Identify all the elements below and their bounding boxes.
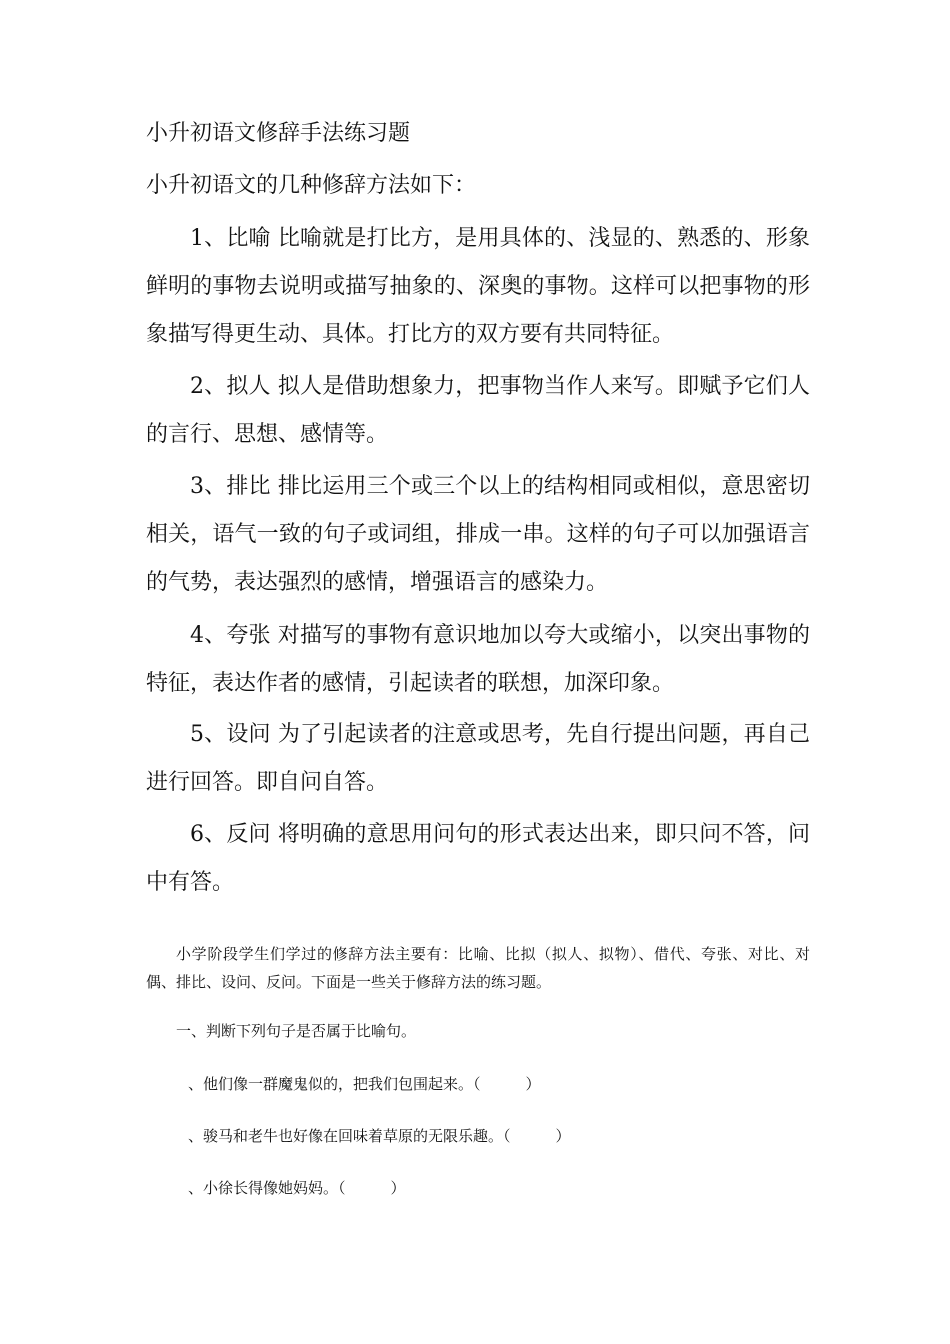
section-heading: 一、判断下列句子是否属于比喻句。 <box>176 1022 417 1040</box>
item-parallelism: 3、排比 排比运用三个或三个以上的结构相同或相似，意思密切相关，语气一致的句子或词组，排成一串。这样的句子可以加强语言的气势，表达强烈的感情，增强语言的感染力。 <box>146 474 810 595</box>
summary-paragraph: 小学阶段学生们学过的修辞方法主要有：比喻、比拟（拟人、拟物）、借代、夸张、对比、对偶、排比、设问、反问。下面是一些关于修辞方法的练习题。 <box>146 945 810 991</box>
question-item: 、他们像一群魔鬼似的，把我们包围起来。（ ） <box>188 1075 541 1093</box>
item-counter-question: 6、反问 将明确的意思用问句的形式表达出来，即只问不答，问中有答。 <box>146 822 810 895</box>
question-item: 、小徐长得像她妈妈。（ ） <box>188 1179 406 1197</box>
item-rhetorical-question: 5、设问 为了引起读者的注意或思考，先自行提出问题，再自己进行回答。即自问自答。 <box>146 722 810 795</box>
document-title: 小升初语文修辞手法练习题 <box>146 121 411 146</box>
item-personification: 2、拟人 拟人是借助想象力，把事物当作人来写。即赋予它们人的言行、思想、感情等。 <box>146 374 810 447</box>
item-metaphor: 1、比喻 比喻就是打比方，是用具体的、浅显的、熟悉的、形象鲜明的事物去说明或描写抽象的、深奥的事物。这样可以把事物的形象描写得更生动、具体。打比方的双方要有共同特征。 <box>146 226 810 347</box>
item-hyperbole: 4、夸张 对描写的事物有意识地加以夸大或缩小，以突出事物的特征，表达作者的感情，引起读者的联想，加深印象。 <box>146 623 810 696</box>
intro-text: 小升初语文的几种修辞方法如下： <box>146 173 477 198</box>
question-item: 、骏马和老牛也好像在回味着草原的无限乐趣。（ ） <box>188 1127 571 1145</box>
